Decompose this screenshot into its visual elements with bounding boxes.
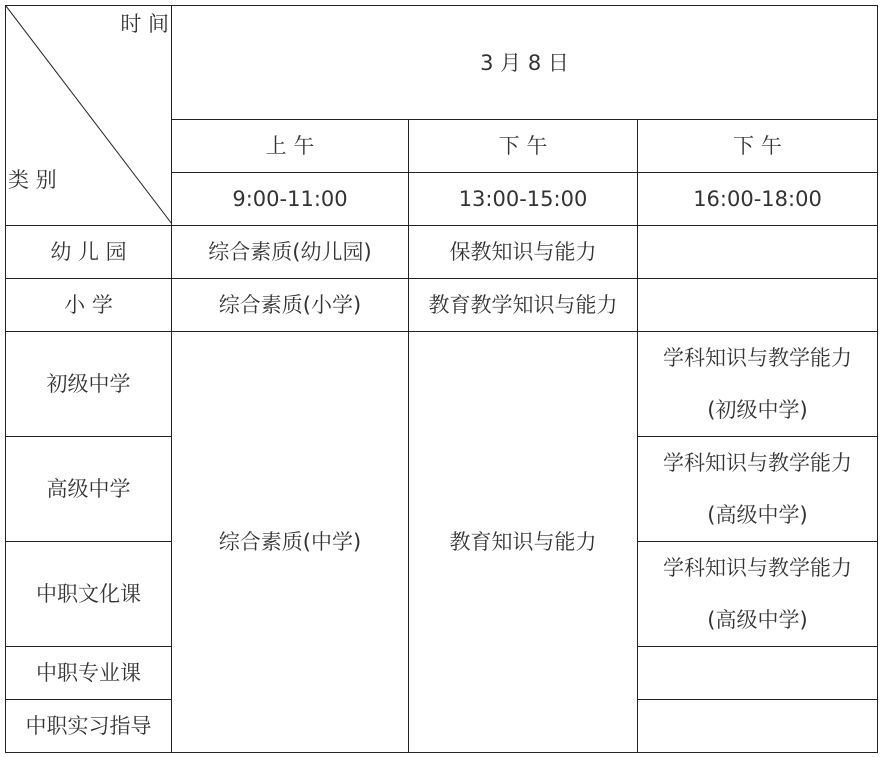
- session-time-afternoon: 13:00-15:00: [409, 173, 638, 226]
- subject-line: (高级中学): [707, 608, 808, 632]
- category-vocational-culture: 中职文化课: [6, 542, 172, 647]
- middle-school-morning-subject: 综合素质(中学): [172, 332, 409, 753]
- subject-cell: [638, 647, 878, 700]
- session-time-morning: 9:00-11:00: [172, 173, 409, 226]
- table-row: [6, 332, 878, 437]
- subject-cell: [638, 542, 878, 647]
- subject-cell: [638, 437, 878, 542]
- subject-cell: 教育教学知识与能力: [409, 279, 638, 332]
- category-junior-high: 初级中学: [6, 332, 172, 437]
- category-vocational-practice: 中职实习指导: [6, 700, 172, 753]
- time-label: 时 间: [120, 12, 169, 36]
- category-vocational-major: 中职专业课: [6, 647, 172, 700]
- session-name-morning: 上 午: [172, 120, 409, 173]
- category-kindergarten: 幼 儿 园: [6, 226, 172, 279]
- category-primary: 小 学: [6, 279, 172, 332]
- corner-header-cell: [6, 6, 172, 226]
- date-header: 3 月 8 日: [172, 6, 878, 120]
- subject-cell: [638, 279, 878, 332]
- subject-cell: [638, 700, 878, 753]
- session-time-late-afternoon: 16:00-18:00: [638, 173, 878, 226]
- subject-cell: 综合素质(小学): [172, 279, 409, 332]
- subject-cell: 保教知识与能力: [409, 226, 638, 279]
- subject-line: 学科知识与教学能力: [663, 451, 852, 475]
- subject-cell: [638, 332, 878, 437]
- subject-line: 学科知识与教学能力: [663, 556, 852, 580]
- table-row: [6, 279, 878, 332]
- session-name-afternoon: 下 午: [409, 120, 638, 173]
- category-senior-high: 高级中学: [6, 437, 172, 542]
- exam-schedule-table: [5, 5, 878, 753]
- subject-line: 学科知识与教学能力: [663, 346, 852, 370]
- category-label: 类 别: [8, 168, 57, 192]
- subject-cell: 综合素质(幼儿园): [172, 226, 409, 279]
- table-row: [6, 226, 878, 279]
- session-name-late-afternoon: 下 午: [638, 120, 878, 173]
- subject-cell: [638, 226, 878, 279]
- subject-line: (初级中学): [707, 398, 808, 422]
- subject-line: (高级中学): [707, 503, 808, 527]
- middle-school-afternoon-subject: 教育知识与能力: [409, 332, 638, 753]
